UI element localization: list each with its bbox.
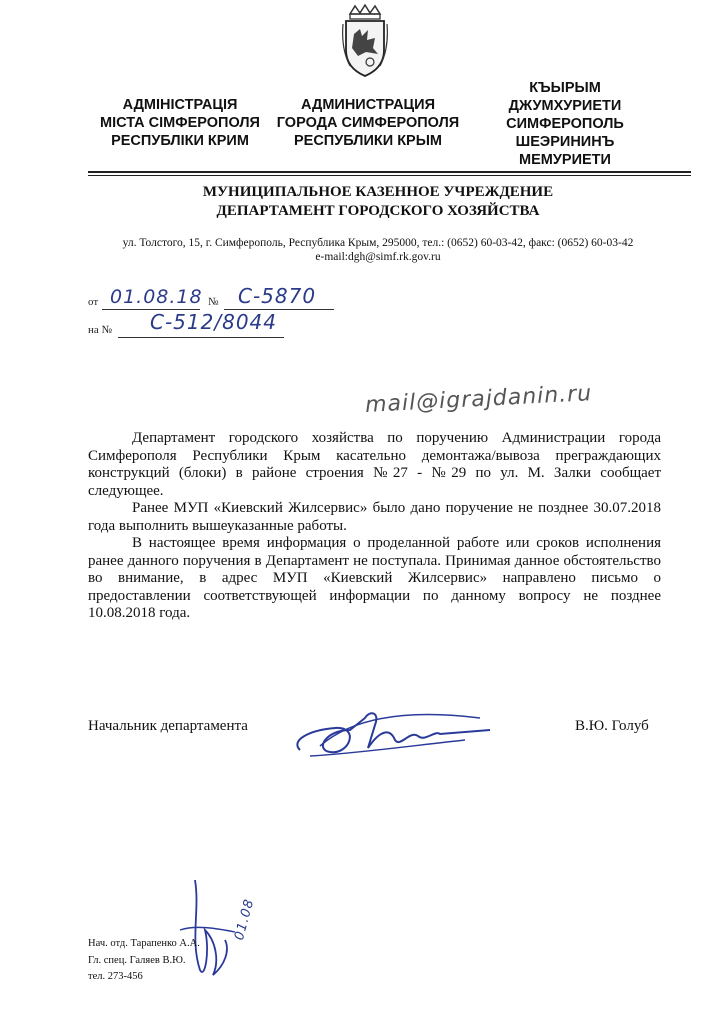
org-line-1: МУНИЦИПАЛЬНОЕ КАЗЕННОЕ УЧРЕЖДЕНИЕ <box>202 184 554 200</box>
organization-name <box>88 183 668 221</box>
coat-of-arms-icon <box>340 4 390 78</box>
header-crh-line: ДЖУМХУРИЕТИ <box>508 98 622 114</box>
from-label: от <box>88 296 99 308</box>
header-ru-line: АДМИНИСТРАЦИЯ <box>300 97 435 113</box>
header-crh-line: СИМФЕРОПОЛЬ <box>506 116 624 132</box>
header-ua-line: АДМІНІСТРАЦІЯ <box>122 97 238 113</box>
header-crh-line: ШЕЭРИНИНЪ <box>515 134 615 150</box>
handwritten-number: С-5870 <box>238 284 317 308</box>
paragraph: Ранее МУП «Киевский Жилсервис» было дано поручение не позднее 30.07.2018 года выполнить вышеуказанные работы. <box>88 500 661 534</box>
address-line: ул. Толстого, 15, г. Симферополь, Республика Крым, 295000, тел.: (0652) 60-03-42, факс: (0652) 60-03-42 <box>122 237 634 249</box>
handwritten-to-number: С-512/8044 <box>150 310 277 334</box>
email-stamp <box>365 381 593 418</box>
footer-line: Нач. отд. Тарапенко А.А. <box>88 938 200 949</box>
header-crh-line: КЪЫРЫМ <box>529 80 601 96</box>
stamp-text: mail@igrajdanin.ru <box>364 381 593 418</box>
initials-date: 01.08 <box>232 897 258 942</box>
header-divider <box>88 171 691 173</box>
letter-body <box>88 430 661 623</box>
to-underline <box>118 337 284 338</box>
footer-contacts <box>88 936 200 986</box>
paragraph: В настоящее время информация о проделанной работе или сроков исполнения ранее данного поручения в Департамент не поступала. Принимая данное обстоятельство во внимание, в адрес МУП «Киевский Жилсервис» направлено письмо о предоставлении соответствующей информации по данному вопросу не позднее 10.08.2018 года. <box>88 535 661 621</box>
header-crimean-tatar <box>490 79 640 169</box>
signatory-title: Начальник департамента <box>88 718 248 734</box>
paragraph: Департамент городского хозяйства по поручению Администрации города Симферополя Республики Крым касательно демонтажа/вывоза преграждающих конструкций (блоки) в районе строения №27 - №29 по ул. М. Залки сообщает следующее. <box>88 430 661 499</box>
header-crh-line: МЕМУРИЕТИ <box>519 152 611 168</box>
header-ua-line: РЕСПУБЛІКИ КРИМ <box>111 133 249 149</box>
signature-image <box>290 700 500 775</box>
header-russian <box>268 96 468 150</box>
header-ua-line: МІСТА СІМФЕРОПОЛЯ <box>100 115 260 131</box>
signatory-name: В.Ю. Голуб <box>575 718 649 734</box>
footer-line: Гл. спец. Галяев В.Ю. <box>88 954 186 966</box>
address-block <box>88 236 668 264</box>
footer-line: тел. 273-456 <box>88 971 143 982</box>
handwritten-date: 01.08.18 <box>110 286 203 308</box>
header-ukrainian <box>90 96 270 150</box>
header-ru-line: ГОРОДА СИМФЕРОПОЛЯ <box>276 115 460 131</box>
header-divider-thin <box>88 175 691 176</box>
to-label: на № <box>88 324 113 336</box>
header-ru-line: РЕСПУБЛИКИ КРЫМ <box>293 133 442 149</box>
number-label: № <box>208 296 219 308</box>
org-line-2: ДЕПАРТАМЕНТ ГОРОДСКОГО ХОЗЯЙСТВА <box>216 203 540 219</box>
email-line: e-mail:dgh@simf.rk.gov.ru <box>315 251 441 263</box>
